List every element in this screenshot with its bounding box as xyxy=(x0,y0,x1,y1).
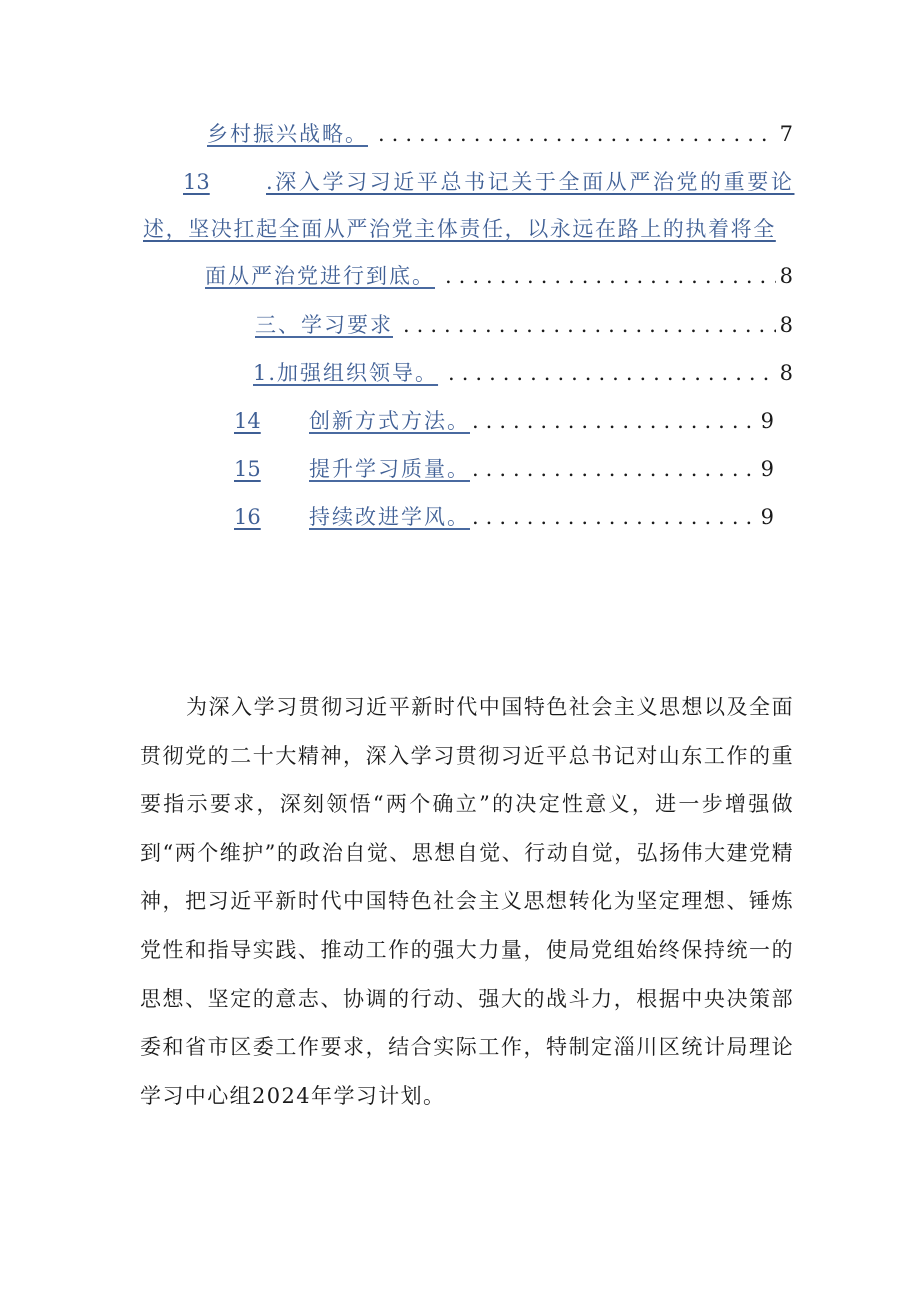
toc-entry-label[interactable]: 提升学习质量。 xyxy=(309,457,470,481)
intro-paragraph: 为深入学习贯彻习近平新时代中国特色社会主义思想以及全面贯彻党的二十大精神，深入学习贯彻习近平总书记对山东工作的重要指示要求，深刻领悟“两个确立”的决定性意义，进一步增强做到“两个维护”的政治自觉、思想自觉、行动自觉，弘扬伟大建党精神，把习近平新时代中国特色社会主义思想转化为坚定理想、锤炼党性和指导实践、推动工作的强大力量，使局党组始终保持统一的思想、坚定的意志、协调的行动、强大的战斗力，根据中央决策部委和省市区委工作要求，结合实际工作，特制定淄川区统计局理论学习中心组2024年学习计划。 xyxy=(140,695,794,1108)
toc-entry-label[interactable]: 持续改进学风。 xyxy=(309,505,470,529)
toc-leader-dots xyxy=(470,452,757,486)
toc-entry-label[interactable]: 1.加强组织领导。 xyxy=(253,361,439,385)
toc-page-number: 8 xyxy=(779,313,793,337)
toc-entry-label[interactable]: 三、学习要求 xyxy=(255,313,393,337)
toc-page-number: 9 xyxy=(760,505,774,529)
toc-entry-number-14[interactable]: 14 xyxy=(234,409,261,433)
toc-leader-dots xyxy=(368,117,776,151)
toc-entry-label[interactable]: 乡村振兴战略。 xyxy=(207,122,368,146)
toc-entry-13-line-1[interactable]: .深入学习习近平总书记关于全面从严治党的重要论 xyxy=(266,170,795,194)
toc-entry-number-15[interactable]: 15 xyxy=(234,457,261,481)
toc-entry-label[interactable]: 创新方式方法。 xyxy=(309,409,470,433)
toc-page-number: 8 xyxy=(779,361,793,385)
toc-leader-dots xyxy=(470,404,757,438)
toc-leader-dots xyxy=(393,308,776,342)
toc-page-number: 8 xyxy=(779,264,793,288)
toc-entry-study-requirements[interactable] xyxy=(255,308,793,342)
toc-entry-number-13[interactable]: 13 xyxy=(183,170,210,194)
toc-entry-13-line-3[interactable] xyxy=(205,259,793,293)
toc-entry-strengthen-leadership[interactable] xyxy=(253,356,793,390)
toc-page-number: 7 xyxy=(779,122,793,146)
toc-leader-dots xyxy=(438,356,776,390)
toc-entry-rural-revitalization[interactable] xyxy=(207,117,793,151)
toc-entry-number-16[interactable]: 16 xyxy=(234,505,261,529)
toc-leader-dots xyxy=(435,259,776,293)
toc-entry-innovate-methods[interactable] xyxy=(309,404,774,438)
toc-leader-dots xyxy=(470,500,757,534)
toc-entry-improve-study-style[interactable] xyxy=(309,500,774,534)
toc-entry-13-line-2[interactable]: 述，坚决扛起全面从严治党主体责任，以永远在路上的执着将全 xyxy=(143,217,776,241)
toc-page-number: 9 xyxy=(760,457,774,481)
toc-page-number: 9 xyxy=(760,409,774,433)
toc-entry-improve-quality[interactable] xyxy=(309,452,774,486)
toc-entry-label[interactable]: 面从严治党进行到底。 xyxy=(205,264,435,288)
